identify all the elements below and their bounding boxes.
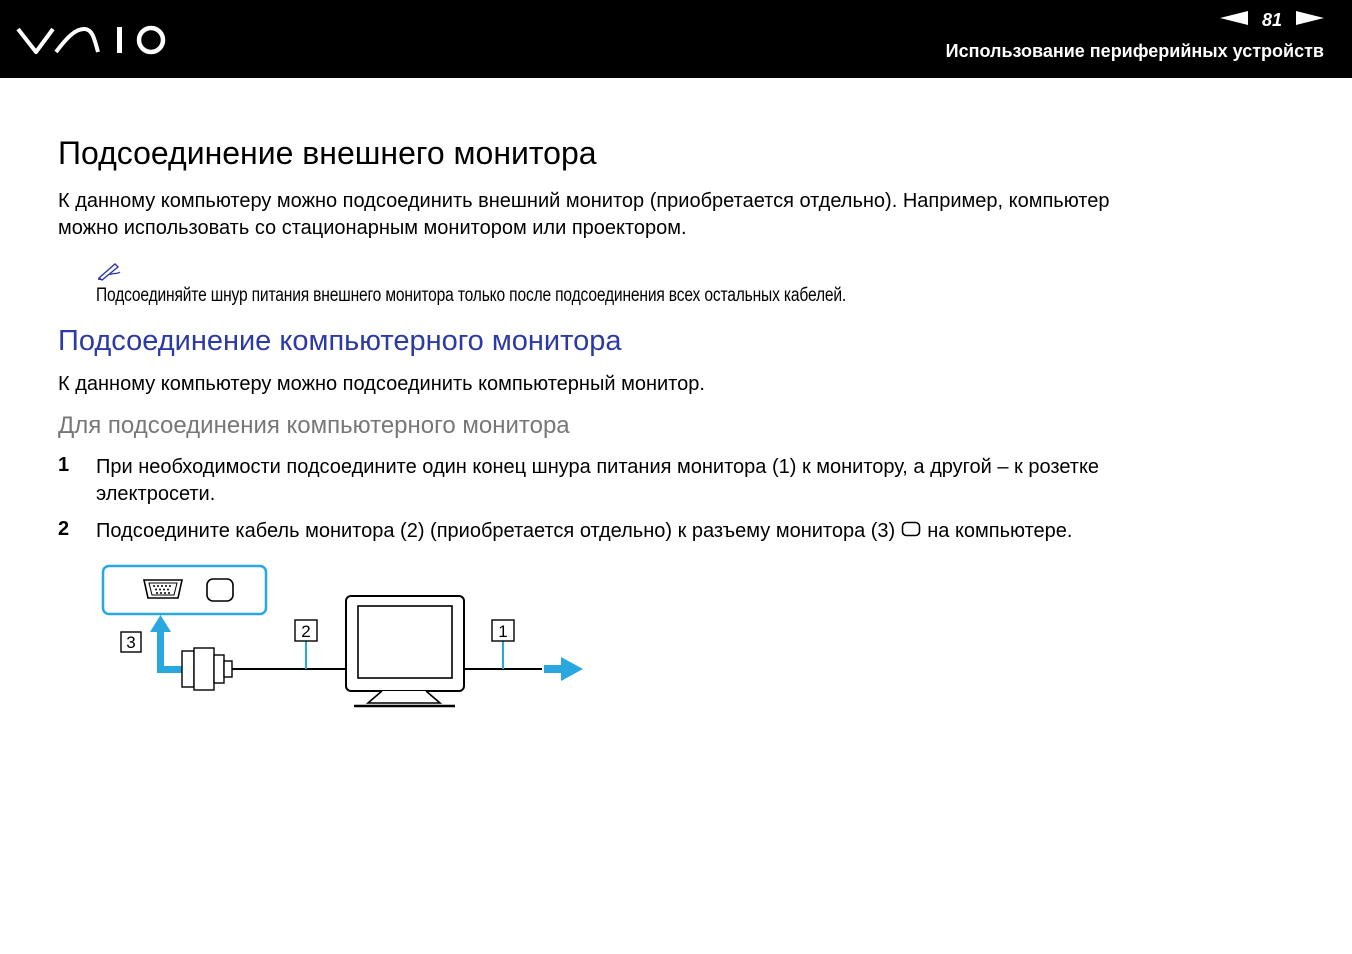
svg-text:2: 2	[301, 622, 311, 641]
step-2-text-before: Подсоедините кабель монитора (2) (приобретается отдельно) к разъему монитора (3)	[96, 520, 896, 542]
monitor-port-icon	[901, 518, 921, 545]
diagram-label-2	[295, 620, 317, 669]
step-1-text-line-2: электросети.	[96, 483, 216, 505]
procedure-title: Для подсоединения компьютерного монитора	[58, 412, 570, 439]
step-2-text-after: на компьютере.	[927, 520, 1073, 542]
page-number: 81	[1261, 10, 1282, 30]
external-monitor-icon	[346, 596, 464, 706]
vga-cable-plug-icon	[182, 648, 232, 690]
computer-port-panel	[103, 566, 266, 614]
header-bar	[0, 0, 1352, 78]
section-title: Использование периферийных устройств	[945, 41, 1324, 61]
diagram-label-3	[121, 632, 141, 652]
section-intro: К данному компьютеру можно подсоединить компьютерный монитор.	[58, 373, 705, 395]
next-page-icon[interactable]	[1296, 11, 1324, 30]
note-pencil-icon	[96, 261, 122, 286]
step-2-text	[96, 518, 1072, 545]
intro-line-1: К данному компьютеру можно подсоединить внешний монитор (приобретается отдельно). Например, компьютер	[58, 190, 1110, 212]
note-text: Подсоединяйте шнур питания внешнего монитора только после подсоединения всех остальных кабелей.	[96, 285, 847, 306]
insert-arrow-icon	[150, 615, 182, 673]
power-outlet-arrow-icon	[544, 657, 583, 681]
svg-text:3: 3	[126, 633, 136, 652]
monitor-port-symbol-icon	[207, 579, 233, 601]
vga-port-icon	[144, 580, 182, 598]
monitor-connection-diagram	[100, 563, 590, 713]
section-subtitle: Подсоединение компьютерного монитора	[58, 325, 622, 357]
diagram-label-1	[492, 620, 514, 669]
page-title: Подсоединение внешнего монитора	[58, 135, 597, 171]
intro-line-2: можно использовать со стационарным монитором или проектором.	[58, 217, 687, 239]
step-1-text-line-1: При необходимости подсоедините один конец шнура питания монитора (1) к монитору, а другой – к розетке	[96, 456, 1100, 478]
svg-text:1: 1	[498, 622, 508, 641]
page-navigation	[1220, 9, 1324, 31]
step-1-number: 1	[58, 454, 70, 476]
step-2-number: 2	[58, 518, 70, 540]
vaio-logo	[16, 22, 170, 56]
previous-page-icon[interactable]	[1220, 11, 1248, 30]
